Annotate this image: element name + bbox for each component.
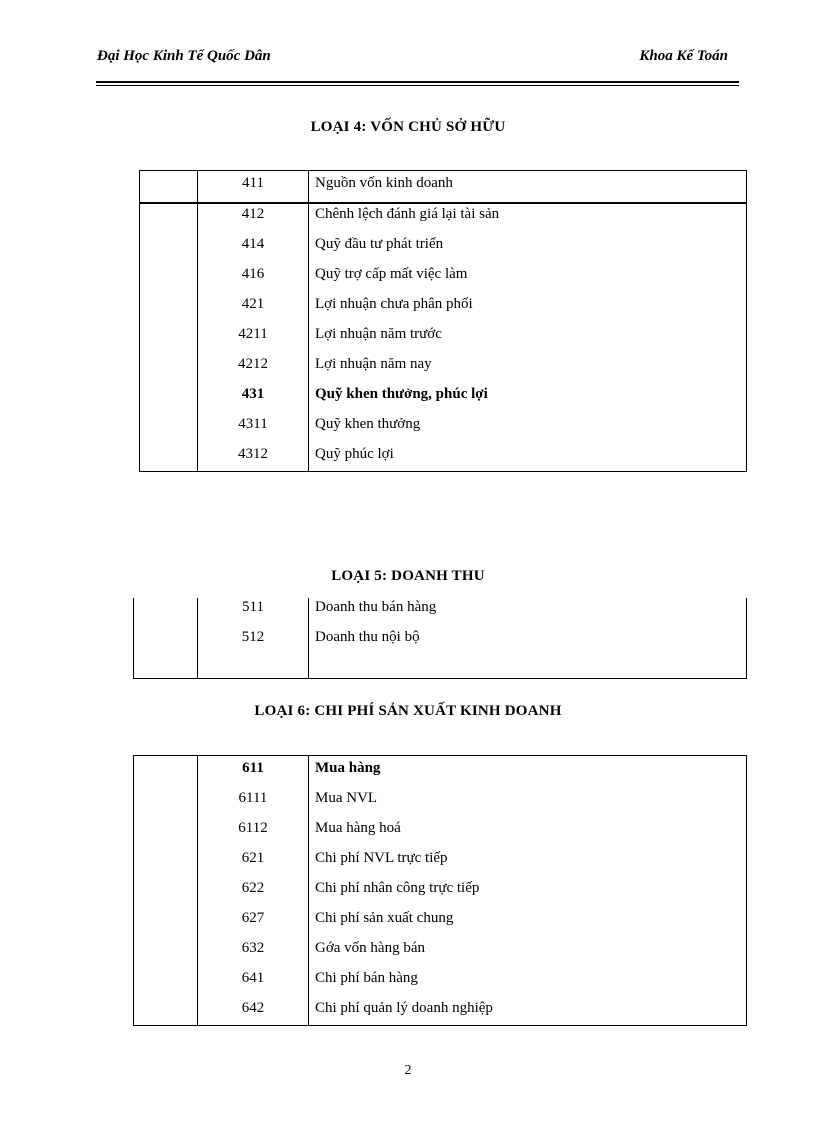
account-name: Quỹ trợ cấp mất việc làm [315,266,468,282]
table-row [140,168,746,198]
account-name: Chi phí bán hàng [315,970,418,986]
header-right: Khoa Kế Toán [639,48,728,64]
account-code: 627 [241,910,265,926]
header-rule [96,81,739,83]
table-row [134,813,746,843]
account-name: Chi phí sản xuất chung [315,910,454,926]
account-code: 4312 [238,446,268,462]
account-name: Mua NVL [315,790,378,806]
account-name: Chi phí NVL trực tiếp [315,850,448,866]
header-rule-thin [96,85,739,86]
account-code: 421 [241,296,265,312]
account-code: 611 [242,760,264,776]
account-code: 412 [241,206,265,222]
account-name: Chi phí quản lý doanh nghiệp [315,1000,493,1016]
account-code: 642 [241,1000,265,1016]
table-row [140,439,746,469]
account-name: Quỹ khen thưởng, phúc lợi [315,386,488,402]
account-code: 622 [241,880,265,896]
table-row [134,783,746,813]
table-row [134,963,746,993]
account-code: 416 [241,266,265,282]
account-name: Mua hàng hoá [315,820,401,836]
account-name: Lợi nhuận năm trước [315,326,442,342]
header-left: Đại Học Kinh Tế Quốc Dân [97,48,271,64]
account-table-loai-4 [139,170,747,472]
table-row [134,843,746,873]
account-name: Lợi nhuận chưa phân phối [315,296,473,312]
account-code: 6112 [238,820,268,836]
section-title-loai-4: LOẠI 4: VỐN CHỦ SỞ HỮU [310,119,506,135]
account-code: 6111 [238,790,268,806]
account-name: Quỹ đầu tư phát triển [315,236,444,252]
account-name: Chênh lệch đánh giá lại tài sản [315,206,500,222]
account-name: Gớa vốn hàng bán [315,940,425,956]
table-row [134,873,746,903]
account-name: Doanh thu bán hàng [315,599,437,615]
account-code: 4311 [238,416,268,432]
account-code: 4211 [238,326,268,342]
account-name: Doanh thu nội bộ [315,629,420,645]
table-row [140,289,746,319]
table-row [140,349,746,379]
account-name: Chi phí nhân công trực tiếp [315,880,480,896]
table-row [134,622,746,652]
section-title-loai-5: LOẠI 5: DOANH THU [331,568,485,584]
account-code: 621 [241,850,265,866]
table-row [140,319,746,349]
section-title-loai-6: LOẠI 6: CHI PHÍ SẢN XUẤT KINH DOANH [254,703,562,719]
account-code: 512 [241,629,265,645]
table-row [134,753,746,783]
account-name: Quỹ phúc lợi [315,446,394,462]
account-name: Quỹ khen thưởng [315,416,421,432]
account-name: Nguồn vốn kinh doanh [315,175,453,191]
table-row [134,933,746,963]
account-code: 511 [242,599,264,615]
account-code: 632 [241,940,265,956]
table-row [140,379,746,409]
account-code: 411 [242,175,264,191]
table-row [134,993,746,1023]
table-row [140,259,746,289]
table-row [134,592,746,622]
table-row [140,409,746,439]
account-code: 4212 [238,356,268,372]
account-table-loai-6 [133,755,747,1026]
account-code: 414 [241,236,265,252]
table-row [134,903,746,933]
account-table-loai-5 [133,598,747,679]
account-code: 641 [241,970,265,986]
table-row [140,229,746,259]
account-name: Mua hàng [315,760,381,776]
table-row [140,199,746,229]
account-name: Lợi nhuận năm nay [315,356,432,372]
page-number: 2 [404,1063,412,1078]
account-code: 431 [241,386,265,402]
